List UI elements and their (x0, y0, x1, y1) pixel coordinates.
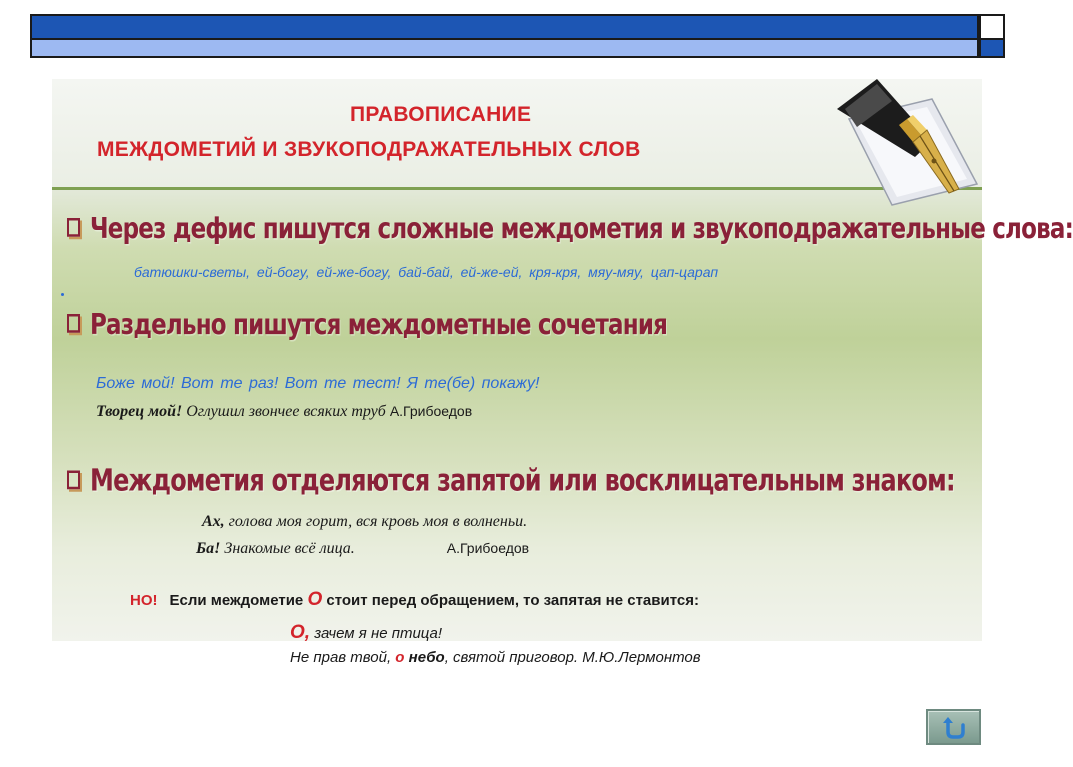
rule-heading-hyphen: Через дефис пишутся сложные междометия и звукоподражательные слова: (67, 213, 1073, 246)
rule-heading-separate: Раздельно пишутся междометные сочетания (67, 309, 667, 342)
return-button[interactable] (926, 709, 981, 745)
header-bar-top (30, 14, 979, 40)
return-arrow-icon (941, 715, 967, 741)
quote-author: А.Грибоедов (446, 540, 530, 556)
quote-author: А.Грибоедов (389, 403, 473, 419)
hyphen-examples: батюшки-светы, ей-богу, ей-же-богу, бай-бай, ей-же-ей, кря-кря, мяу-мяу, цап-царап (134, 264, 719, 280)
lermontov-line-1: О, зачем я не птица! (290, 622, 443, 643)
lermontov-line-2: Не прав твой, о небо, святой приговор. М.Ю.Лермонтов (290, 649, 701, 666)
slide-title-line1: ПРАВОПИСАНИЕ (350, 103, 532, 126)
fountain-pen-icon (837, 79, 982, 205)
header-bar-bottom (30, 40, 979, 58)
griboedov-quote-3: Ба! Знакомые всё лица. А.Грибоедов (196, 540, 530, 557)
checkbox-bullet-icon (67, 314, 80, 333)
checkbox-bullet-icon (67, 218, 80, 237)
exception-rule: НО! Если междометие О стоит перед обращением, то запятая не ставится: (130, 589, 699, 610)
rule-heading-comma: Междометия отделяются запятой или восклицательным знаком: (67, 463, 955, 498)
slide (52, 79, 1073, 666)
griboedov-quote-2: Ах, голова моя горит, вся кровь моя в волненьи. (202, 513, 528, 530)
exception-label: НО! (130, 592, 158, 609)
header-corner-box-top (979, 14, 1005, 40)
bullet-dot (61, 293, 64, 296)
header-corner-box-bottom (979, 40, 1005, 58)
separate-examples: Боже мой! Вот те раз! Вот те тест! Я те(бе) покажу! (96, 375, 540, 392)
griboedov-quote-1: Творец мой! Оглушил звончее всяких труб А.Грибоедов (96, 403, 473, 420)
slide-title-line2: МЕЖДОМЕТИЙ И ЗВУКОПОДРАЖАТЕЛЬНЫХ СЛОВ (97, 138, 641, 161)
checkbox-bullet-icon (67, 471, 80, 490)
